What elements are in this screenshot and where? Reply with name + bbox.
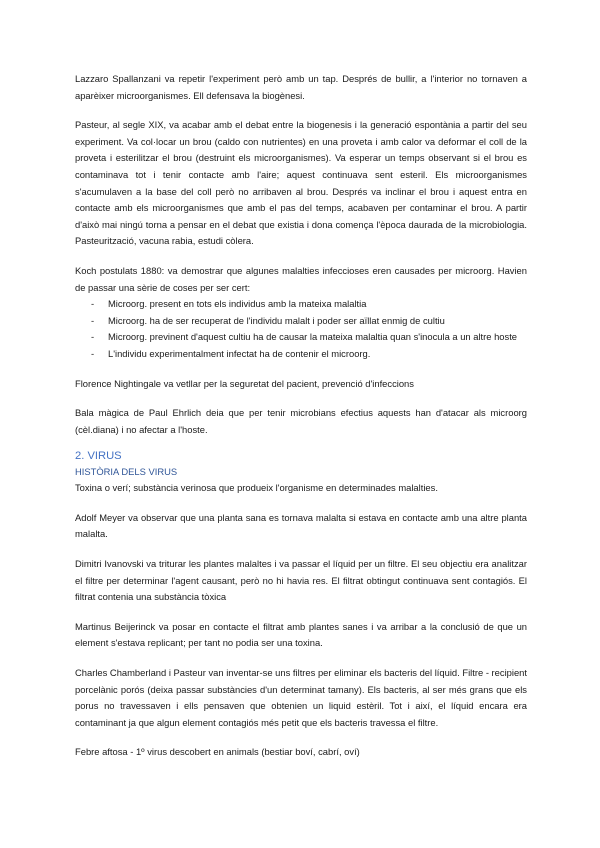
paragraph-ivanovski: Dimitri Ivanovski va triturar les plantes malaltes i va passar el líquid per un filtre. El seu objectiu era analitzar el filtre per determinar l'agent causant, però no hi havia res. El filtrat obtingut continuava sent contagiós. El filtrat contenia una substància tòxica <box>75 558 527 603</box>
paragraph-meyer: Adolf Meyer va observar que una planta sana es tornava malalta si estava en contacte amb una altre planta malalta. <box>75 511 527 540</box>
paragraph-spallanzani: Lazzaro Spallanzani va repetir l'experiment però amb un tap. Després de bullir, a l'interior no tornaven a aparèixer microorganismes. Ell defensava la biogènesi. <box>75 73 527 101</box>
paragraph-pasteur: Pasteur, al segle XIX, va acabar amb el debat entre la biogenesis i la generació espontània a partir del seu experiment. Va col·locar un brou (caldo con nutrientes) en una proveta i amb calor va deformar el coll de la proveta i esterilitzar el brou (destruint els microorganismes). Va esperar un temps observant si el brou es contaminava tot i tenir contacte amb l'aire; aquest continuava sent esteril. Els microorganismes s'acumulaven a la base del coll però no arribaven al brou. Després va inclinar el brou i aquest entra en contacte amb els microorganismes que amb el pas del temps, acabaven per contaminar el brou. A partir d'això mai ningú torna a pensar en el debat que existia i dona comença l'època daurada de la microbiologia. Pasteurització, vacuna rabia, estudi còlera. <box>75 119 527 247</box>
list-item: - Microorg. previnent d'aquest cultiu ha de causar la mateixa malaltia quan s'inocula a un altre hoste <box>75 329 527 346</box>
list-item: - Microorg. present en tots els individus amb la mateixa malaltia <box>75 296 527 313</box>
paragraph-toxina: Toxina o verí; substància verinosa que produeix l'organisme en determinades malalties. <box>75 482 438 494</box>
paragraph-chamberland: Charles Chamberland i Pasteur van inventar-se uns filtres per eliminar els bacteris del líquid. Filtre - recipient porcelànic porós (deixa passar substàncies d'un determinat tamany). Els bacteris, al ser més grans que els porus no travessaven i ells pensaven que obtenien un liquid estèril. Tot i així, el líquid encara era contaminant ja que algun element contagiós més petit que els bacteris travessa el filtre. <box>75 667 527 728</box>
paragraph-nightingale: Florence Nightingale va vetllar per la seguretat del pacient, prevenció d'infeccions <box>75 377 414 389</box>
paragraph-febre-aftosa: Febre aftosa - 1º virus descobert en animals (bestiar boví, cabrí, oví) <box>75 746 360 758</box>
list-item: - L'individu experimentalment infectat ha de contenir el microorg. <box>75 346 527 363</box>
paragraph-ehrlich: Bala màgica de Paul Ehrlich deia que per tenir microbians efectius aquests han d'atacar als microorg (cèl.diana) i no afectar a l'hoste. <box>75 407 527 435</box>
paragraph-koch-intro: Koch postulats 1880: va demostrar que algunes malalties infeccioses eren causades per microorg. Havien de passar una sèrie de coses per ser cert: <box>75 264 527 293</box>
list-item: - Microorg. ha de ser recuperat de l'individu malalt i poder ser aïllat enmig de cultiu <box>75 313 527 330</box>
subsection-heading-historia: HISTÒRIA DELS VIRUS <box>75 466 178 478</box>
document-body <box>75 71 527 761</box>
paragraph-beijerinck: Martinus Beijerinck va posar en contacte el filtrat amb plantes sanes i va arribar a la conclusió de que un element s'estava replicant; per tant no podia ser una toxina. <box>75 620 527 649</box>
section-heading-virus: 2. VIRUS <box>75 450 122 463</box>
koch-postulates-list <box>75 296 527 362</box>
